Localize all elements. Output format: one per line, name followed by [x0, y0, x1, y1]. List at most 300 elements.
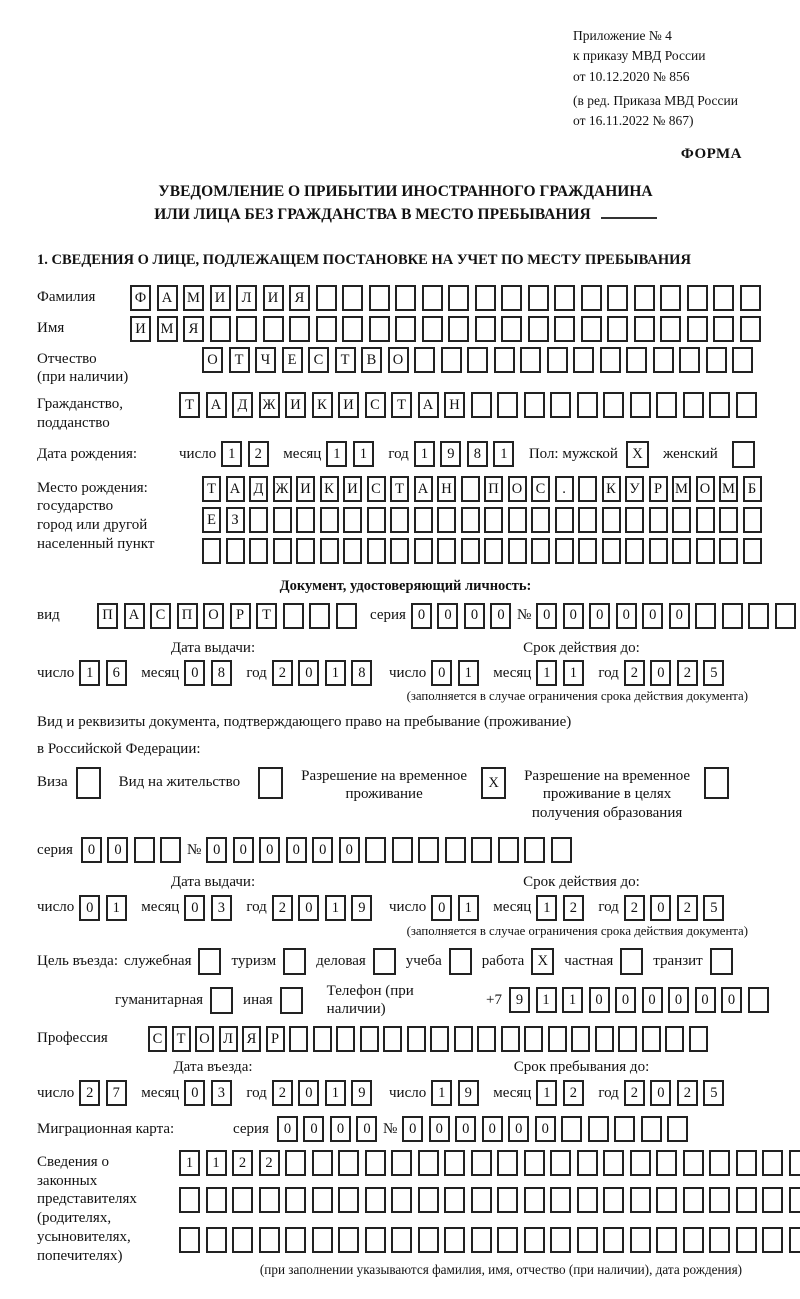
char-cell[interactable]: 9	[351, 1080, 372, 1106]
char-cell[interactable]: 0	[642, 603, 663, 629]
char-cell[interactable]	[554, 285, 575, 311]
char-cell[interactable]	[430, 1026, 449, 1052]
char-cell[interactable]	[343, 538, 362, 564]
char-cell[interactable]	[603, 1227, 624, 1253]
char-cell[interactable]: В	[361, 347, 382, 373]
char-cell[interactable]	[740, 316, 761, 342]
char-cell[interactable]	[696, 538, 715, 564]
char-cell[interactable]	[471, 392, 492, 418]
char-cell[interactable]	[789, 1187, 800, 1213]
char-cell[interactable]	[687, 285, 708, 311]
char-cell[interactable]: 6	[106, 660, 127, 686]
char-cell[interactable]	[508, 507, 527, 533]
char-cell[interactable]	[634, 316, 655, 342]
char-cell[interactable]	[249, 507, 268, 533]
char-cell[interactable]: М	[183, 285, 204, 311]
char-cell[interactable]	[236, 316, 257, 342]
char-cell[interactable]	[320, 538, 339, 564]
char-cell[interactable]	[498, 837, 519, 863]
char-cell[interactable]: М	[157, 316, 178, 342]
char-cell[interactable]	[524, 392, 545, 418]
char-cell[interactable]	[309, 603, 330, 629]
char-cell[interactable]	[531, 538, 550, 564]
char-cell[interactable]: 0	[589, 603, 610, 629]
char-cell[interactable]	[316, 316, 337, 342]
char-cell[interactable]: 2	[677, 895, 698, 921]
char-cell[interactable]	[653, 347, 674, 373]
char-cell[interactable]	[365, 1227, 386, 1253]
char-cell[interactable]	[722, 603, 743, 629]
residence-permit-checkbox[interactable]	[258, 767, 283, 799]
char-cell[interactable]: 0	[286, 837, 307, 863]
char-cell[interactable]	[520, 347, 541, 373]
char-cell[interactable]: 1	[325, 1080, 346, 1106]
char-cell[interactable]	[732, 347, 753, 373]
char-cell[interactable]: 1	[431, 1080, 452, 1106]
purpose-other-checkbox[interactable]	[280, 987, 303, 1014]
char-cell[interactable]	[719, 538, 738, 564]
char-cell[interactable]	[444, 1187, 465, 1213]
char-cell[interactable]	[736, 1187, 757, 1213]
char-cell[interactable]	[719, 507, 738, 533]
char-cell[interactable]	[414, 507, 433, 533]
char-cell[interactable]	[497, 392, 518, 418]
char-cell[interactable]	[630, 392, 651, 418]
char-cell[interactable]: 0	[298, 895, 319, 921]
char-cell[interactable]: 0	[650, 660, 671, 686]
char-cell[interactable]	[600, 347, 621, 373]
char-cell[interactable]: 0	[81, 837, 102, 863]
char-cell[interactable]: З	[226, 507, 245, 533]
char-cell[interactable]	[226, 538, 245, 564]
char-cell[interactable]	[524, 1187, 545, 1213]
char-cell[interactable]	[736, 1227, 757, 1253]
char-cell[interactable]: 0	[669, 603, 690, 629]
char-cell[interactable]	[679, 347, 700, 373]
char-cell[interactable]	[687, 316, 708, 342]
char-cell[interactable]: 0	[431, 660, 452, 686]
char-cell[interactable]: 5	[703, 1080, 724, 1106]
char-cell[interactable]: П	[484, 476, 503, 502]
char-cell[interactable]	[273, 507, 292, 533]
char-cell[interactable]	[642, 1026, 661, 1052]
char-cell[interactable]: 0	[455, 1116, 476, 1142]
char-cell[interactable]: 0	[536, 603, 557, 629]
char-cell[interactable]: Т	[229, 347, 250, 373]
char-cell[interactable]	[342, 316, 363, 342]
char-cell[interactable]	[395, 285, 416, 311]
char-cell[interactable]: 0	[298, 660, 319, 686]
char-cell[interactable]	[179, 1227, 200, 1253]
purpose-transit-checkbox[interactable]	[710, 948, 733, 975]
char-cell[interactable]: 2	[272, 660, 293, 686]
char-cell[interactable]: 3	[211, 895, 232, 921]
char-cell[interactable]: 2	[624, 895, 645, 921]
char-cell[interactable]	[667, 1116, 688, 1142]
char-cell[interactable]: И	[296, 476, 315, 502]
char-cell[interactable]: 2	[248, 441, 269, 467]
char-cell[interactable]	[713, 285, 734, 311]
char-cell[interactable]: 1	[221, 441, 242, 467]
char-cell[interactable]	[422, 285, 443, 311]
char-cell[interactable]	[501, 1026, 520, 1052]
char-cell[interactable]	[418, 837, 439, 863]
char-cell[interactable]: 1	[458, 895, 479, 921]
char-cell[interactable]: 0	[535, 1116, 556, 1142]
char-cell[interactable]	[578, 538, 597, 564]
char-cell[interactable]: Р	[266, 1026, 285, 1052]
char-cell[interactable]	[709, 1227, 730, 1253]
char-cell[interactable]	[595, 1026, 614, 1052]
char-cell[interactable]	[316, 285, 337, 311]
char-cell[interactable]: 1	[326, 441, 347, 467]
char-cell[interactable]	[289, 316, 310, 342]
char-cell[interactable]	[497, 1187, 518, 1213]
char-cell[interactable]	[391, 1187, 412, 1213]
char-cell[interactable]	[343, 507, 362, 533]
char-cell[interactable]	[554, 316, 575, 342]
char-cell[interactable]: 0	[721, 987, 742, 1013]
char-cell[interactable]	[626, 347, 647, 373]
char-cell[interactable]	[338, 1187, 359, 1213]
char-cell[interactable]	[550, 1187, 571, 1213]
char-cell[interactable]	[273, 538, 292, 564]
char-cell[interactable]: 1	[325, 660, 346, 686]
char-cell[interactable]: 8	[211, 660, 232, 686]
char-cell[interactable]: 0	[490, 603, 511, 629]
char-cell[interactable]: 1	[563, 660, 584, 686]
char-cell[interactable]: Ж	[259, 392, 280, 418]
char-cell[interactable]	[625, 507, 644, 533]
char-cell[interactable]	[528, 316, 549, 342]
char-cell[interactable]: А	[206, 392, 227, 418]
char-cell[interactable]	[392, 837, 413, 863]
char-cell[interactable]	[497, 1227, 518, 1253]
char-cell[interactable]	[441, 347, 462, 373]
purpose-business-checkbox[interactable]	[373, 948, 396, 975]
char-cell[interactable]: 0	[259, 837, 280, 863]
char-cell[interactable]	[762, 1227, 783, 1253]
char-cell[interactable]: Р	[230, 603, 251, 629]
char-cell[interactable]	[743, 538, 762, 564]
char-cell[interactable]: 0	[589, 987, 610, 1013]
char-cell[interactable]: Я	[289, 285, 310, 311]
char-cell[interactable]	[555, 507, 574, 533]
char-cell[interactable]	[573, 347, 594, 373]
char-cell[interactable]: 0	[650, 895, 671, 921]
char-cell[interactable]	[508, 538, 527, 564]
char-cell[interactable]: Т	[172, 1026, 191, 1052]
char-cell[interactable]: 0	[695, 987, 716, 1013]
char-cell[interactable]	[607, 285, 628, 311]
char-cell[interactable]	[571, 1026, 590, 1052]
char-cell[interactable]: 9	[458, 1080, 479, 1106]
char-cell[interactable]	[471, 1187, 492, 1213]
char-cell[interactable]: 0	[464, 603, 485, 629]
char-cell[interactable]	[641, 1116, 662, 1142]
char-cell[interactable]	[706, 347, 727, 373]
char-cell[interactable]	[581, 316, 602, 342]
char-cell[interactable]	[391, 1227, 412, 1253]
char-cell[interactable]	[390, 507, 409, 533]
char-cell[interactable]: 0	[563, 603, 584, 629]
char-cell[interactable]	[232, 1187, 253, 1213]
char-cell[interactable]	[285, 1187, 306, 1213]
char-cell[interactable]: 2	[272, 1080, 293, 1106]
char-cell[interactable]: 1	[562, 987, 583, 1013]
char-cell[interactable]: У	[625, 476, 644, 502]
char-cell[interactable]: 7	[106, 1080, 127, 1106]
char-cell[interactable]: 1	[458, 660, 479, 686]
char-cell[interactable]: П	[177, 603, 198, 629]
char-cell[interactable]: 0	[668, 987, 689, 1013]
char-cell[interactable]	[577, 1227, 598, 1253]
char-cell[interactable]	[312, 1187, 333, 1213]
char-cell[interactable]: Т	[390, 476, 409, 502]
char-cell[interactable]: 1	[414, 441, 435, 467]
char-cell[interactable]	[501, 316, 522, 342]
char-cell[interactable]: М	[719, 476, 738, 502]
edu-permit-checkbox[interactable]	[704, 767, 729, 799]
char-cell[interactable]	[461, 538, 480, 564]
char-cell[interactable]	[649, 538, 668, 564]
char-cell[interactable]	[475, 285, 496, 311]
char-cell[interactable]	[577, 392, 598, 418]
char-cell[interactable]	[602, 538, 621, 564]
char-cell[interactable]	[709, 392, 730, 418]
char-cell[interactable]	[232, 1227, 253, 1253]
char-cell[interactable]	[206, 1187, 227, 1213]
temp-permit-checkbox[interactable]: X	[481, 767, 506, 799]
char-cell[interactable]	[649, 507, 668, 533]
char-cell[interactable]: И	[130, 316, 151, 342]
char-cell[interactable]: 9	[509, 987, 530, 1013]
char-cell[interactable]: Т	[335, 347, 356, 373]
char-cell[interactable]	[259, 1227, 280, 1253]
char-cell[interactable]	[414, 347, 435, 373]
char-cell[interactable]	[625, 538, 644, 564]
char-cell[interactable]	[283, 603, 304, 629]
char-cell[interactable]: 0	[482, 1116, 503, 1142]
char-cell[interactable]	[437, 538, 456, 564]
char-cell[interactable]: Д	[249, 476, 268, 502]
char-cell[interactable]	[418, 1227, 439, 1253]
char-cell[interactable]: 2	[79, 1080, 100, 1106]
char-cell[interactable]	[547, 347, 568, 373]
char-cell[interactable]	[369, 285, 390, 311]
char-cell[interactable]: 9	[440, 441, 461, 467]
char-cell[interactable]	[555, 538, 574, 564]
char-cell[interactable]: Л	[219, 1026, 238, 1052]
char-cell[interactable]	[475, 316, 496, 342]
char-cell[interactable]	[762, 1187, 783, 1213]
char-cell[interactable]: 1	[536, 895, 557, 921]
char-cell[interactable]	[603, 392, 624, 418]
char-cell[interactable]	[313, 1026, 332, 1052]
char-cell[interactable]	[630, 1187, 651, 1213]
char-cell[interactable]: Я	[242, 1026, 261, 1052]
char-cell[interactable]: Т	[391, 392, 412, 418]
char-cell[interactable]	[607, 316, 628, 342]
char-cell[interactable]	[454, 1026, 473, 1052]
char-cell[interactable]: М	[672, 476, 691, 502]
char-cell[interactable]	[748, 987, 769, 1013]
char-cell[interactable]: С	[150, 603, 171, 629]
char-cell[interactable]: 2	[272, 895, 293, 921]
char-cell[interactable]	[696, 507, 715, 533]
char-cell[interactable]: 5	[703, 895, 724, 921]
char-cell[interactable]	[179, 1187, 200, 1213]
char-cell[interactable]: 0	[330, 1116, 351, 1142]
char-cell[interactable]: 2	[677, 660, 698, 686]
char-cell[interactable]	[578, 507, 597, 533]
char-cell[interactable]: 0	[298, 1080, 319, 1106]
char-cell[interactable]	[656, 1187, 677, 1213]
char-cell[interactable]	[360, 1026, 379, 1052]
char-cell[interactable]	[338, 1227, 359, 1253]
char-cell[interactable]	[285, 1227, 306, 1253]
char-cell[interactable]: 1	[493, 441, 514, 467]
char-cell[interactable]: 0	[431, 895, 452, 921]
sex-female-checkbox[interactable]	[732, 441, 755, 468]
char-cell[interactable]	[471, 837, 492, 863]
char-cell[interactable]	[775, 603, 796, 629]
char-cell[interactable]: 1	[179, 1150, 200, 1176]
purpose-humanitarian-checkbox[interactable]	[210, 987, 233, 1014]
char-cell[interactable]	[448, 316, 469, 342]
char-cell[interactable]	[618, 1026, 637, 1052]
char-cell[interactable]: С	[531, 476, 550, 502]
char-cell[interactable]	[296, 538, 315, 564]
char-cell[interactable]	[602, 507, 621, 533]
char-cell[interactable]: 8	[351, 660, 372, 686]
char-cell[interactable]: 0	[277, 1116, 298, 1142]
char-cell[interactable]: И	[210, 285, 231, 311]
char-cell[interactable]	[445, 837, 466, 863]
char-cell[interactable]: О	[388, 347, 409, 373]
char-cell[interactable]: 2	[624, 1080, 645, 1106]
char-cell[interactable]	[448, 285, 469, 311]
char-cell[interactable]	[134, 837, 155, 863]
char-cell[interactable]: И	[338, 392, 359, 418]
char-cell[interactable]: 0	[339, 837, 360, 863]
char-cell[interactable]: 0	[233, 837, 254, 863]
char-cell[interactable]	[471, 1227, 492, 1253]
char-cell[interactable]: 0	[303, 1116, 324, 1142]
char-cell[interactable]: К	[602, 476, 621, 502]
char-cell[interactable]	[660, 285, 681, 311]
char-cell[interactable]	[263, 316, 284, 342]
char-cell[interactable]	[259, 1187, 280, 1213]
char-cell[interactable]: Т	[202, 476, 221, 502]
char-cell[interactable]	[660, 316, 681, 342]
char-cell[interactable]: Я	[183, 316, 204, 342]
char-cell[interactable]: 0	[508, 1116, 529, 1142]
char-cell[interactable]	[437, 507, 456, 533]
char-cell[interactable]	[689, 1026, 708, 1052]
char-cell[interactable]: 0	[79, 895, 100, 921]
char-cell[interactable]: 5	[703, 660, 724, 686]
char-cell[interactable]: 2	[624, 660, 645, 686]
char-cell[interactable]: 0	[411, 603, 432, 629]
char-cell[interactable]	[160, 837, 181, 863]
char-cell[interactable]: 2	[677, 1080, 698, 1106]
char-cell[interactable]: 1	[536, 1080, 557, 1106]
char-cell[interactable]	[683, 1227, 704, 1253]
char-cell[interactable]	[202, 538, 221, 564]
char-cell[interactable]: Ч	[255, 347, 276, 373]
char-cell[interactable]	[390, 538, 409, 564]
char-cell[interactable]: 2	[232, 1150, 253, 1176]
char-cell[interactable]: О	[508, 476, 527, 502]
char-cell[interactable]	[336, 1026, 355, 1052]
char-cell[interactable]: С	[308, 347, 329, 373]
char-cell[interactable]: 3	[211, 1080, 232, 1106]
char-cell[interactable]: К	[312, 392, 333, 418]
char-cell[interactable]	[367, 507, 386, 533]
char-cell[interactable]: 2	[563, 895, 584, 921]
char-cell[interactable]	[383, 1026, 402, 1052]
char-cell[interactable]	[524, 1026, 543, 1052]
char-cell[interactable]: 1	[353, 441, 374, 467]
char-cell[interactable]: Р	[649, 476, 668, 502]
char-cell[interactable]	[630, 1227, 651, 1253]
char-cell[interactable]: Л	[236, 285, 257, 311]
char-cell[interactable]	[578, 476, 597, 502]
char-cell[interactable]	[548, 1026, 567, 1052]
char-cell[interactable]	[210, 316, 231, 342]
char-cell[interactable]	[789, 1227, 800, 1253]
char-cell[interactable]: .	[555, 476, 574, 502]
char-cell[interactable]: 0	[206, 837, 227, 863]
char-cell[interactable]: А	[124, 603, 145, 629]
char-cell[interactable]	[581, 285, 602, 311]
char-cell[interactable]: 0	[402, 1116, 423, 1142]
char-cell[interactable]: И	[285, 392, 306, 418]
purpose-tourism-checkbox[interactable]	[283, 948, 306, 975]
char-cell[interactable]: 0	[107, 837, 128, 863]
char-cell[interactable]	[395, 316, 416, 342]
char-cell[interactable]: 0	[356, 1116, 377, 1142]
char-cell[interactable]	[740, 285, 761, 311]
char-cell[interactable]	[501, 285, 522, 311]
char-cell[interactable]: 0	[184, 1080, 205, 1106]
visa-checkbox[interactable]	[76, 767, 101, 799]
char-cell[interactable]: 1	[106, 895, 127, 921]
char-cell[interactable]: С	[367, 476, 386, 502]
char-cell[interactable]	[365, 837, 386, 863]
char-cell[interactable]: А	[157, 285, 178, 311]
char-cell[interactable]: Ж	[273, 476, 292, 502]
char-cell[interactable]	[296, 507, 315, 533]
char-cell[interactable]	[713, 316, 734, 342]
char-cell[interactable]: 0	[437, 603, 458, 629]
char-cell[interactable]	[418, 1187, 439, 1213]
char-cell[interactable]: 0	[312, 837, 333, 863]
char-cell[interactable]: О	[202, 347, 223, 373]
char-cell[interactable]: 8	[467, 441, 488, 467]
char-cell[interactable]: Д	[232, 392, 253, 418]
char-cell[interactable]: 1	[206, 1150, 227, 1176]
char-cell[interactable]: 0	[429, 1116, 450, 1142]
char-cell[interactable]	[634, 285, 655, 311]
char-cell[interactable]: К	[320, 476, 339, 502]
char-cell[interactable]: 9	[351, 895, 372, 921]
char-cell[interactable]	[461, 476, 480, 502]
char-cell[interactable]: Б	[743, 476, 762, 502]
char-cell[interactable]	[249, 538, 268, 564]
char-cell[interactable]: О	[696, 476, 715, 502]
